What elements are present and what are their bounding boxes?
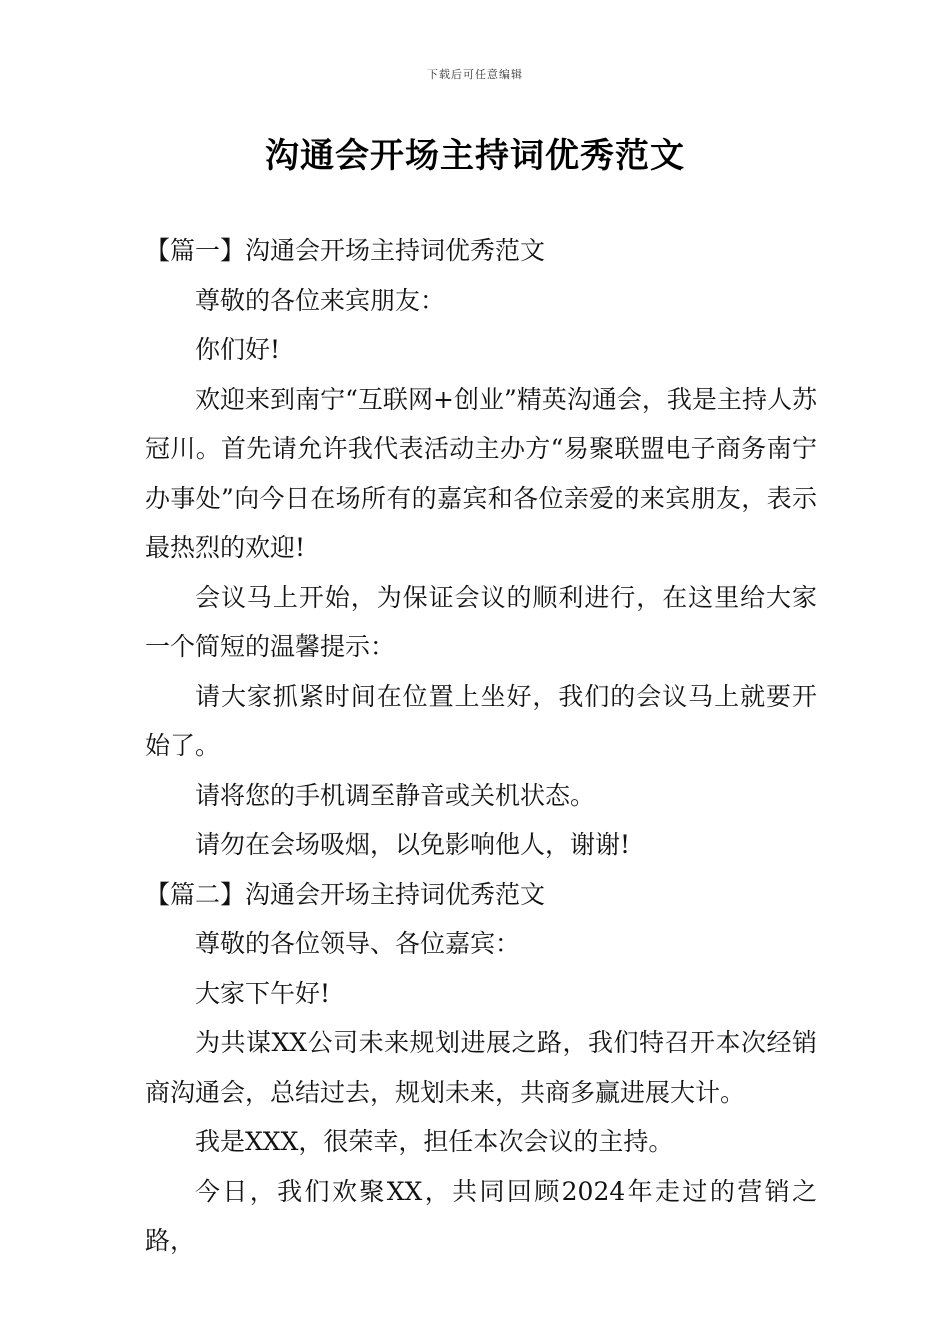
paragraph: 今日，我们欢聚XX，共同回顾2024年走过的营销之路， [145, 1176, 817, 1255]
paragraph: 欢迎来到南宁“互联网+创业”精英沟通会，我是主持人苏冠川。首先请允许我代表活动主办方“易聚联盟电子商务南宁办事处”向今日在场所有的嘉宾和各位亲爱的来宾朋友，表示最热烈的欢迎! [145, 384, 817, 562]
paragraph: 我是XXX，很荣幸，担任本次会议的主持。 [195, 1127, 674, 1156]
document-title: 沟通会开场主持词优秀范文 [265, 136, 685, 176]
paragraph: 请勿在会场吸烟，以免影响他人，谢谢! [195, 830, 631, 859]
paragraph: 尊敬的各位来宾朋友： [195, 285, 446, 315]
paragraph: 会议马上开始，为保证会议的顺利进行，在这里给大家一个简短的温馨提示： [145, 582, 817, 661]
section-heading-1: 【篇一】沟通会开场主持词优秀范文 [145, 236, 546, 265]
section-heading-2: 【篇二】沟通会开场主持词优秀范文 [145, 879, 546, 909]
paragraph: 尊敬的各位领导、各位嘉宾： [195, 929, 521, 958]
header-note: 下载后可任意编辑 [427, 68, 523, 81]
document-body [145, 226, 817, 1266]
paragraph: 大家下午好! [195, 978, 331, 1008]
paragraph: 请将您的手机调至静音或关机状态。 [195, 780, 596, 810]
paragraph: 请大家抓紧时间在位置上坐好，我们的会议马上就要开始了。 [145, 681, 817, 760]
paragraph: 你们好! [195, 335, 281, 364]
paragraph: 为共谋XX公司未来规划进展之路，我们特召开本次经销商沟通会，总结过去，规划未来，共商多赢进展大计。 [145, 1028, 817, 1107]
